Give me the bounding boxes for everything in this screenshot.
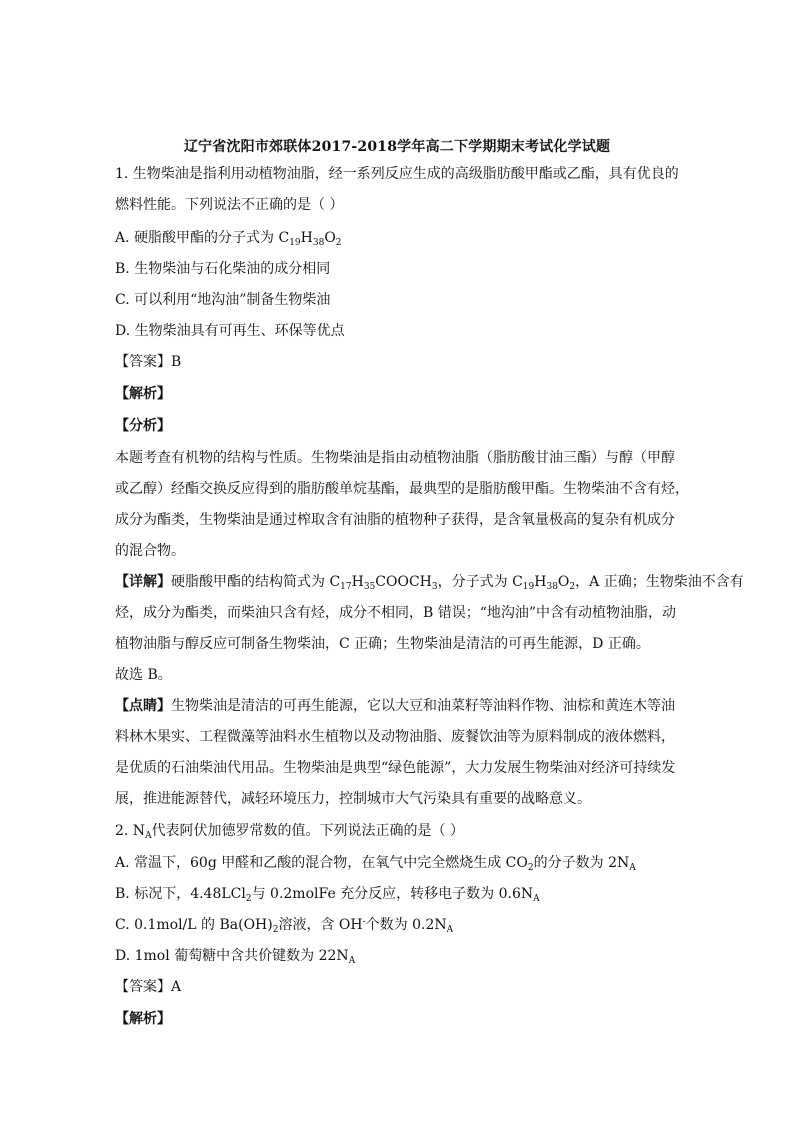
subscript: 38 <box>312 238 325 248</box>
superscript: - <box>362 917 366 927</box>
q1-detail-line2: 烃，成分为酯类，而柴油只含有烃，成分不相同，B 错误；“地沟油”中含有动植物油脂，动 <box>115 605 677 621</box>
subscript: 19 <box>289 238 301 248</box>
q1-conclusion: 故选 B。 <box>115 667 172 683</box>
subscript: 17 <box>340 582 352 592</box>
q2-option-c <box>115 915 685 935</box>
q2-answer: 【答案】A <box>115 979 182 995</box>
subscript: A <box>629 863 636 873</box>
formula-part: A. 常温下，60g 甲醛和乙酸的混合物，在氧气中完全燃烧生成 CO <box>115 855 528 871</box>
subscript: 2 <box>335 238 342 248</box>
subscript: 35 <box>363 582 376 592</box>
formula-part: O <box>557 574 570 590</box>
subscript: 2 <box>527 863 534 873</box>
formula-part: 个数为 0.2N <box>365 917 447 933</box>
q1-jiexi-heading: 【解析】 <box>115 386 171 402</box>
subscript: 2 <box>245 894 252 904</box>
formula-part: 溶液，含 OH <box>278 917 363 933</box>
subscript: 19 <box>522 582 535 592</box>
q2-option-a <box>115 853 685 873</box>
q1-answer: 【答案】B <box>115 354 182 370</box>
subscript: 3 <box>431 582 438 592</box>
formula-part: ，分子式为 C <box>437 574 523 590</box>
formula-part: D. 1mol 葡萄糖中含共价键数为 22N <box>115 948 349 964</box>
q1-fenxi-heading: 【分析】 <box>115 418 171 434</box>
formula-part: B. 标况下，4.48LCl <box>115 886 246 902</box>
q2-option-d <box>115 946 685 966</box>
q2-jiexi-heading: 【解析】 <box>115 1011 171 1027</box>
subscript: 38 <box>546 582 558 592</box>
q1-analysis-line1: 本题考查有机物的结构与性质。生物柴油是指由动植物油脂（脂肪酸甘油三酯）与醇（甲醇 <box>115 450 675 466</box>
q1-stem-line2: 燃料性能。下列说法不正确的是（ ） <box>115 197 344 213</box>
formula-part: 与 0.2molFe 充分反应，转移电子数为 0.6N <box>251 886 534 902</box>
formula-part: H <box>534 574 547 590</box>
q2-stem-text: 代表阿伏加德罗常数的值。下列说法正确的是（ ） <box>151 823 465 839</box>
subscript: A <box>533 894 540 904</box>
document-title: 辽宁省沈阳市郊联体2017-2018学年高二下学期期末考试化学试题 <box>183 139 611 155</box>
formula-part: H <box>300 230 313 246</box>
formula-part: H <box>351 574 364 590</box>
q1-analysis-line4: 的混合物。 <box>115 543 185 559</box>
q1-stem-line1: 1. 生物柴油是指利用动植物油脂，经一系列反应生成的高级脂肪酸甲酯或乙酯，具有优良的 <box>115 166 679 182</box>
formula-part: ，A 正确；生物柴油不含有 <box>575 574 744 590</box>
formula-part: 硬脂酸甲酯的结构简式为 C <box>171 574 341 590</box>
subscript: A <box>348 956 356 966</box>
subscript: 2 <box>569 582 576 592</box>
subscript: A <box>446 925 454 935</box>
formula-part: O <box>324 230 336 246</box>
q2-stem <box>115 821 685 841</box>
formula-part: C. 0.1mol/L 的 Ba(OH) <box>115 917 273 933</box>
q1-option-a-text: A. 硬脂酸甲酯的分子式为 C <box>115 230 290 246</box>
q1-option-a <box>115 228 685 248</box>
q1-analysis-line2: 或乙醇）经酯交换反应得到的脂肪酸单烷基酯，最典型的是脂肪酸甲酯。生物柴油不含有烃， <box>115 481 689 497</box>
formula-part: 的分子数为 2N <box>533 855 630 871</box>
q1-detail-label: 【详解】 <box>115 574 171 590</box>
q1-tip-label: 【点睛】 <box>115 698 171 714</box>
q1-analysis-line3: 成分为酯类，生物柴油是通过榨取含有油脂的植物种子获得，是含氧量极高的复杂有机成分 <box>115 512 675 528</box>
q1-detail-line1 <box>115 572 744 592</box>
q1-option-d: D. 生物柴油具有可再生、环保等优点 <box>115 323 345 339</box>
formula-part: COOCH <box>375 574 432 590</box>
q1-tip-line4: 展，推进能源替代，减轻环境压力，控制城市大气污染具有重要的战略意义。 <box>115 791 591 807</box>
subscript: 2 <box>272 925 279 935</box>
q2-option-b <box>115 884 685 904</box>
q1-option-c: C. 可以利用“地沟油”制备生物柴油 <box>115 292 331 308</box>
subscript: A <box>145 831 152 841</box>
q1-tip-line2: 料林木果实、工程微藻等油料水生植物以及动物油脂、废餐饮油等为原料制成的液体燃料， <box>115 729 675 745</box>
q1-option-b: B. 生物柴油与石化柴油的成分相同 <box>115 261 331 277</box>
q1-tip-text: 生物柴油是清洁的可再生能源，它以大豆和油菜籽等油料作物、油棕和黄连木等油 <box>171 698 675 714</box>
q1-detail-line3: 植物油脂与醇反应可制备生物柴油，C 正确；生物柴油是清洁的可再生能源，D 正确。 <box>115 636 650 652</box>
q1-tip-line3: 是优质的石油柴油代用品。生物柴油是典型“绿色能源”，大力发展生物柴油对经济可持续发 <box>115 760 676 776</box>
formula-part: 2. N <box>115 823 146 839</box>
q1-tip-line1 <box>115 696 685 716</box>
